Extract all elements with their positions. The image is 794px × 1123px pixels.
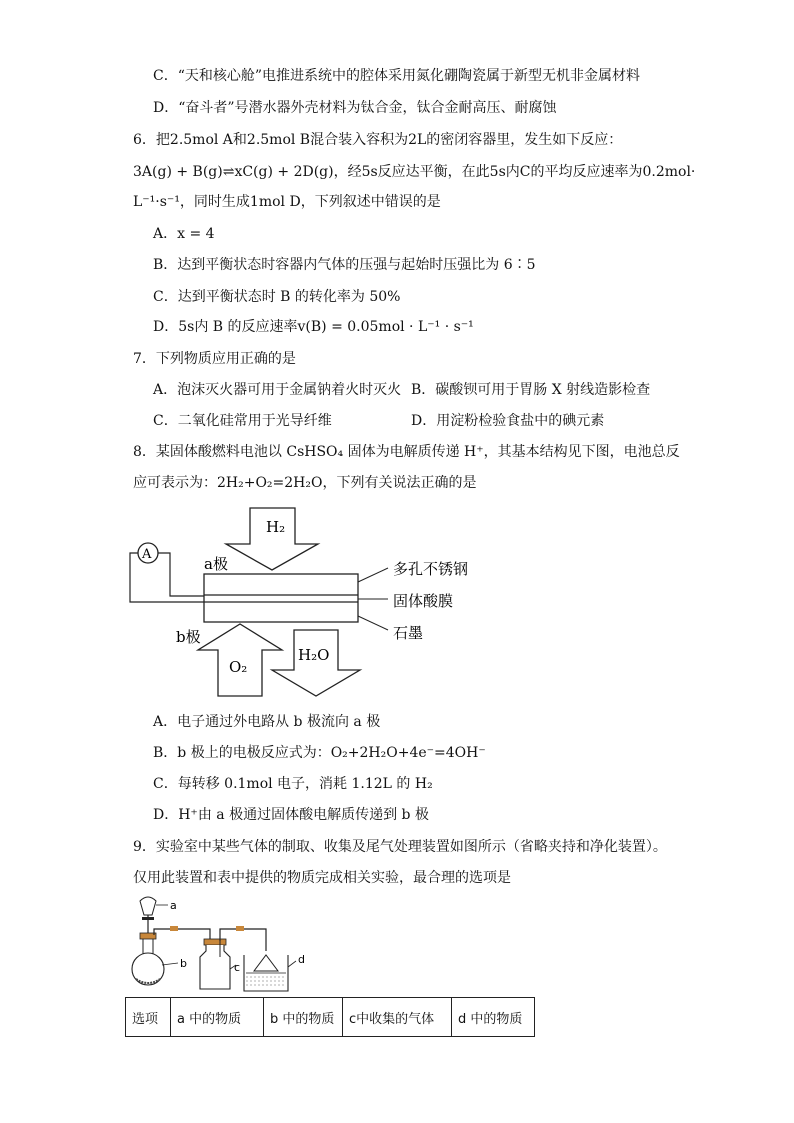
h2-label: H₂: [266, 518, 286, 536]
q6-option-a: A．x = 4: [153, 226, 215, 242]
q8-option-a: A．电子通过外电路从 b 极流向 a 极: [153, 714, 381, 730]
q7-option-a: A．泡沫灭火器可用于金属钠着火时灭火: [153, 382, 402, 398]
tube-1: [154, 929, 210, 953]
leader-layer3: [358, 616, 388, 630]
layer2-label: 固体酸膜: [393, 592, 454, 610]
header-a-substance: a 中的物质: [171, 998, 264, 1037]
layer1-label: 多孔不锈钢: [393, 560, 469, 578]
header-d-substance: d 中的物质: [452, 998, 535, 1037]
label-a: a: [170, 899, 177, 912]
q9-stem-line1: 9．实验室中某些气体的制取、收集及尾气处理装置如图所示（省略夹持和净化装置）。: [133, 839, 667, 855]
q8-option-d: D．H⁺由 a 极通过固体酸电解质传递到 b 极: [153, 807, 429, 823]
q7-option-d: D．用淀粉检验食盐中的碘元素: [411, 413, 605, 429]
b-electrode-label: b极: [176, 628, 201, 646]
collection-bottle: [200, 939, 230, 989]
q8-option-b: B．b 极上的电极反应式为：O₂+2H₂O+4e⁻=4OH⁻: [153, 745, 486, 761]
ammeter-label: A: [142, 547, 152, 562]
q6-stem-line2: 3A(g) + B(g)⇌xC(g) + 2D(g)，经5s反应达平衡，在此5s内C的平均反应速率为0.2mol·: [133, 164, 696, 180]
q7-stem: 7．下列物质应用正确的是: [133, 351, 296, 367]
q6-option-c: C．达到平衡状态时 B 的转化率为 50%: [153, 289, 401, 305]
leader-layer1: [358, 568, 388, 582]
gas-apparatus-diagram: [126, 893, 316, 997]
o2-label: O₂: [229, 658, 248, 676]
header-b-substance: b 中的物质: [264, 998, 343, 1037]
q9-options-table: [125, 997, 535, 1037]
q8-option-c: C．每转移 0.1mol 电子，消耗 1.12L 的 H₂: [153, 776, 433, 792]
table-header-row: [126, 998, 535, 1037]
fuel-cell-diagram: [120, 502, 500, 702]
rubber-joint-1: [170, 926, 178, 931]
header-c-gas: c中收集的气体: [343, 998, 452, 1037]
q5-option-c: C．“天和核心舱”电推进系统中的腔体采用氮化硼陶瓷属于新型无机非金属材料: [153, 68, 641, 84]
label-c: c: [234, 961, 241, 974]
q9-stem-line2: 仅用此装置和表中提供的物质完成相关实验，最合理的选项是: [133, 870, 511, 886]
h2o-label: H₂O: [298, 646, 330, 664]
q6-option-d: D．5s内 B 的反应速率v(B) = 0.05mol · L⁻¹ · s⁻¹: [153, 319, 474, 335]
q6-option-b: B．达到平衡状态时容器内气体的压强与起始时压强比为 6∶5: [153, 257, 536, 273]
q7-option-c: C．二氧化硅常用于光导纤维: [153, 413, 332, 429]
q8-stem-line1: 8．某固体酸燃料电池以 CsHSO₄ 固体为电解质传递 H⁺，其基本结构见下图，电池总反: [133, 444, 680, 460]
tube-2: [220, 929, 266, 951]
q6-stem-line1: 6．把2.5mol A和2.5mol B混合装入容积为2L的密闭容器里，发生如下反应：: [133, 132, 623, 148]
leader-d: [288, 961, 296, 967]
header-option: 选项: [126, 998, 171, 1037]
rubber-joint-2: [236, 926, 244, 931]
q5-option-d: D．“奋斗者”号潜水器外壳材料为钛合金，钛合金耐高压、耐腐蚀: [153, 100, 557, 116]
q7-option-b: B．碳酸钡可用于胃肠 X 射线造影检查: [411, 382, 651, 398]
cell-body: [204, 574, 358, 622]
a-electrode-label: a极: [204, 555, 228, 573]
wire-a: [158, 553, 204, 596]
label-d: d: [298, 953, 305, 966]
q8-stem-line2: 应可表示为：2H₂+O₂=2H₂O，下列有关说法正确的是: [133, 475, 477, 491]
leader-b: [162, 963, 178, 965]
label-b: b: [180, 957, 187, 970]
q6-stem-line3: L⁻¹·s⁻¹，同时生成1mol D，下列叙述中错误的是: [133, 194, 441, 210]
beaker-with-funnel: [244, 955, 288, 991]
layer3-label: 石墨: [393, 624, 424, 642]
round-flask: [132, 933, 164, 985]
